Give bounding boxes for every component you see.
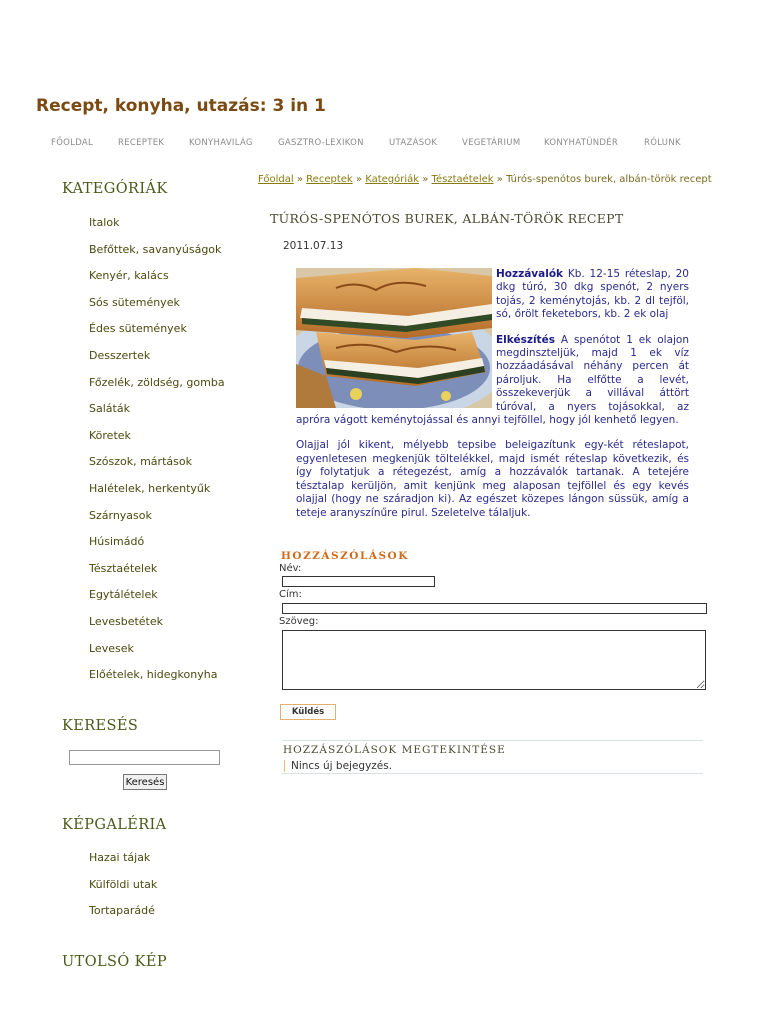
breadcrumb-link-home[interactable]: Főoldal — [258, 174, 294, 185]
category-link-befottek[interactable]: Befőttek, savanyúságok — [89, 242, 222, 256]
category-item — [89, 216, 225, 243]
nav-fooldal[interactable]: FŐOLDAL — [51, 138, 94, 148]
categories-heading: KATEGÓRIÁK — [62, 181, 168, 197]
category-link-edes-sutemenyek[interactable]: Édes sütemények — [89, 322, 187, 336]
comment-textarea[interactable] — [282, 630, 706, 690]
nav-vegetarium[interactable]: VEGETÁRIUM — [462, 138, 521, 148]
category-item — [89, 509, 225, 536]
category-link-italok[interactable]: Italok — [89, 216, 120, 229]
gallery-heading: KÉPGALÉRIA — [62, 817, 167, 833]
comments-heading: HOZZÁSZÓLÁSOK — [281, 550, 409, 562]
view-comments-heading: HOZZÁSZÓLÁSOK MEGTEKINTÉSE — [283, 744, 506, 756]
gallery-item — [89, 878, 157, 905]
main-nav — [40, 138, 740, 152]
category-link-haletelek[interactable]: Halételek, herkentyűk — [89, 481, 211, 495]
search-heading: KERESÉS — [62, 718, 139, 734]
method-label: Elkészítés — [496, 333, 555, 346]
text-label: Szöveg: — [279, 616, 319, 627]
name-label: Név: — [279, 563, 302, 574]
breadcrumb-current: Túrós-spenótos burek, albán-török recept — [506, 174, 712, 185]
article-body — [296, 268, 689, 532]
category-link-levesbetetek[interactable]: Levesbetétek — [89, 614, 163, 628]
breadcrumb-separator: » — [355, 174, 362, 185]
photo-float-spacer — [296, 268, 496, 412]
category-item — [89, 296, 225, 323]
divider — [282, 773, 703, 774]
ingredients-label: Hozzávalók — [496, 268, 564, 280]
category-link-husimado[interactable]: Húsimádó — [89, 535, 145, 549]
category-item — [89, 588, 225, 615]
nav-konyhavilag[interactable]: KONYHAVILÁG — [189, 138, 253, 148]
category-item — [89, 615, 225, 642]
nav-utazasok[interactable]: UTAZÁSOK — [389, 138, 438, 148]
category-link-salatak[interactable]: Saláták — [89, 402, 130, 416]
nav-gasztro-lexikon[interactable]: GASZTRO-LEXIKON — [278, 138, 364, 148]
category-link-fozelek[interactable]: Főzelék, zöldség, gomba — [89, 375, 225, 389]
category-link-szoszok[interactable]: Szószok, mártások — [89, 455, 192, 469]
gallery-link-hazai-tajak[interactable]: Hazai tájak — [89, 851, 151, 864]
category-link-desszertek[interactable]: Desszertek — [89, 348, 151, 362]
category-link-tesztaetelek[interactable]: Tésztaételek — [89, 561, 158, 575]
category-item — [89, 482, 225, 509]
category-item — [89, 402, 225, 429]
nav-receptek[interactable]: RECEPTEK — [118, 138, 165, 148]
site-title[interactable]: Recept, konyha, utazás: 3 in 1 — [36, 96, 326, 116]
category-link-koretek[interactable]: Köretek — [89, 428, 131, 442]
method-paragraph-2: Olajjal jól kikent, mélyebb tepsibe beleigazítunk egy-két réteslapot, egyenletesen megkenjük töltelékkel, majd ismét réteslap következik, és így folytatjuk a rétegezést, amíg a hozzávalók tartanak. A tetejére tésztalap kerüljön, amit kenjünk meg alaposan tejföllel és egy kevés olajjal (hogy ne száradjon ki). Az egészet közepes lángon süssük, amíg a teteje aranyszínűre pirul. Szeletelve tálaljuk. — [296, 439, 689, 519]
category-item — [89, 642, 225, 669]
category-item — [89, 429, 225, 456]
breadcrumb-separator: » — [296, 174, 303, 185]
nav-konyhatunder[interactable]: KONYHATÜNDÉR — [544, 138, 619, 148]
category-link-kenyer[interactable]: Kenyér, kalács — [89, 269, 169, 283]
category-item — [89, 668, 225, 695]
title-field[interactable] — [282, 603, 707, 614]
category-link-levesek[interactable]: Levesek — [89, 641, 134, 655]
category-item — [89, 455, 225, 482]
last-image-heading: UTOLSÓ KÉP — [62, 954, 168, 970]
gallery-list — [89, 851, 157, 931]
gallery-item — [89, 851, 157, 878]
breadcrumb-link-receptek[interactable]: Receptek — [306, 174, 353, 185]
category-item — [89, 535, 225, 562]
gallery-item — [89, 904, 157, 931]
category-item — [89, 376, 225, 403]
breadcrumb-link-kategoriak[interactable]: Kategóriák — [365, 174, 420, 185]
category-link-eloetelek[interactable]: Előételek, hidegkonyha — [89, 668, 218, 682]
title-label: Cím: — [279, 589, 302, 600]
category-item — [89, 562, 225, 589]
breadcrumb — [258, 174, 728, 185]
category-item — [89, 269, 225, 296]
search-input[interactable] — [69, 750, 220, 765]
category-link-sos-sutemenyek[interactable]: Sós sütemények — [89, 295, 180, 309]
category-item — [89, 349, 225, 376]
ingredients-text: Kb. 12-15 réteslap, 20 dkg túró, 30 dkg spenót, 2 nyers tojás, 2 keménytojás, kb. 2 dl tejföl, só, őrölt feketebors, kb. 2 ek olaj — [496, 268, 689, 321]
search-button[interactable]: Keresés — [123, 774, 167, 790]
submit-button[interactable]: Küldés — [280, 704, 336, 720]
breadcrumb-link-tesztaetelek[interactable]: Tésztaételek — [431, 174, 494, 185]
divider — [282, 740, 703, 741]
breadcrumb-separator: » — [422, 174, 429, 185]
gallery-link-tortaparade[interactable]: Tortaparádé — [89, 904, 155, 918]
gallery-link-kulfoldi-utak[interactable]: Külföldi utak — [89, 877, 158, 891]
category-item — [89, 322, 225, 349]
category-link-szarnyasok[interactable]: Szárnyasok — [89, 508, 152, 522]
article-date: 2011.07.13 — [283, 240, 344, 252]
nav-rolunk[interactable]: RÓLUNK — [644, 138, 681, 148]
category-item — [89, 243, 225, 270]
article-title: TÚRÓS-SPENÓTOS BUREK, ALBÁN-TÖRÖK RECEPT — [270, 211, 624, 226]
name-field[interactable] — [282, 576, 435, 587]
breadcrumb-separator: » — [496, 174, 503, 185]
category-link-egytaletelek[interactable]: Egytálételek — [89, 588, 158, 602]
category-list — [89, 216, 225, 695]
method-text: A spenótot 1 ek olajon megdinszteljük, majd 1 ek víz hozzáadásával néhány percen át pároljuk. Ha elfőtte a levét, összekeverjük a villával áttört túróval, a nyers tojásokkal, az apróra vágott keménytojással és annyi tejföllel, hogy jól kenhető legyen. — [296, 333, 690, 427]
no-entries-message: Nincs új bejegyzés. — [284, 760, 392, 772]
